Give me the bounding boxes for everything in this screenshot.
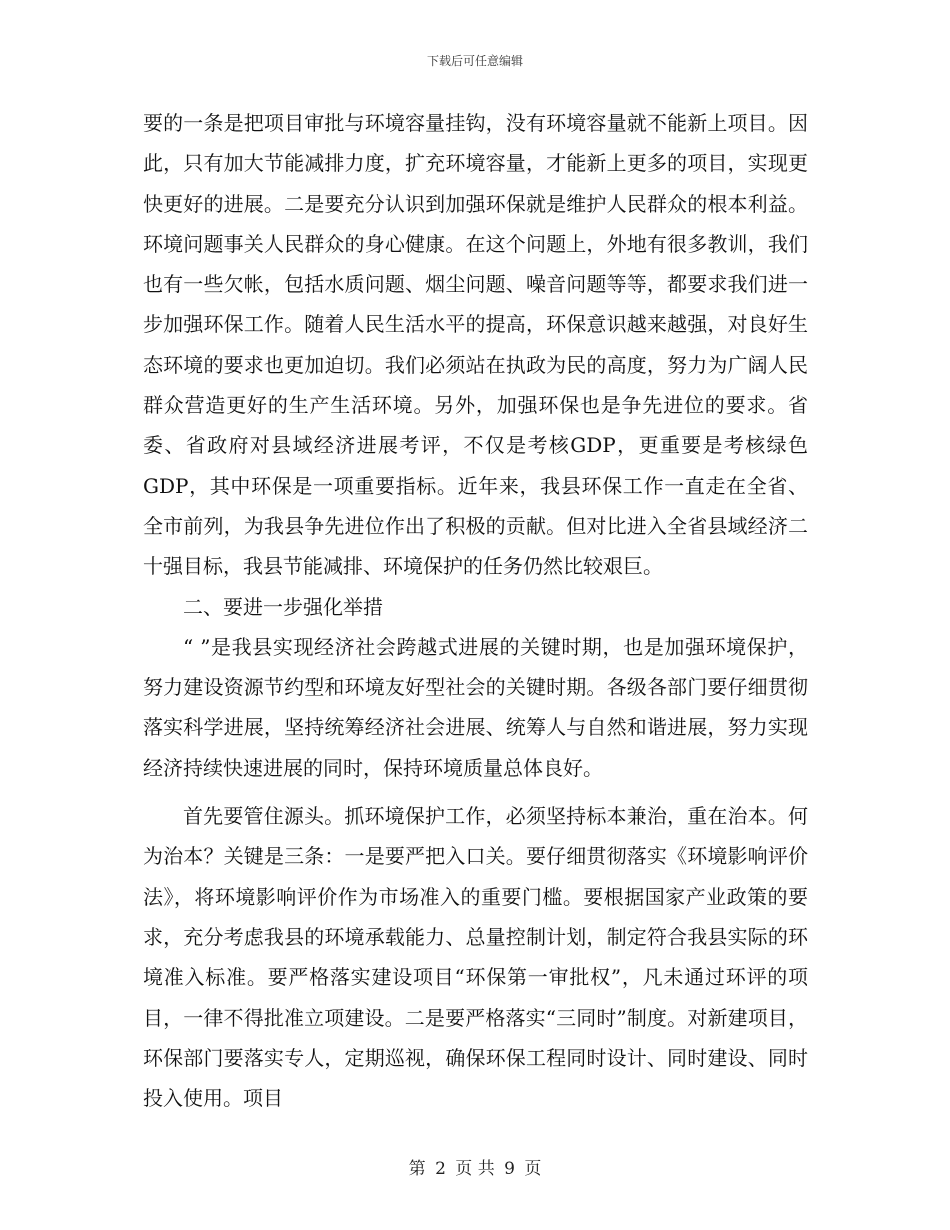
total-page-number: 9	[504, 1159, 515, 1179]
footer-middle: 页 共	[455, 1159, 495, 1179]
section-heading: 二、要进一步强化举措	[183, 594, 383, 619]
paragraph-1: 要的一条是把项目审批与环境容量挂钩，没有环境容量就不能新上项目。因此，只有加大节能减排力度，扩充环境容量，才能新上更多的项目，实现更快更好的进展。二是要充分认识到加强环保就是维护人民群众的根本利益。环境问题事关人民群众的身心健康。在这个问题上，外地有很多教训，我们也有一些欠帐，包括水质问题、烟尘问题、噪音问题等等，都要求我们进一步加强环保工作。随着人民生活水平的提高，环保意识越来越强，对良好生态环境的要求也更加迫切。我们必须站在执政为民的高度，努力为广阔人民群众营造更好的生产生活环境。另外，加强环保也是争先进位的要求。省委、省政府对县域经济进展考评，不仅是考核GDP，更重要是考核绿色GDP，其中环保是一项重要指标。近年来，我县环保工作一直走在全省、全市前列，为我县争先进位作出了积极的贡献。但对比进入全省县域经济二十强目标，我县节能减排、环境保护的任务仍然比较艰巨。	[143, 111, 808, 579]
paragraph-3: 首先要管住源头。抓环境保护工作，必须坚持标本兼治，重在治本。何为治本？关键是三条：一是要严把入口关。要仔细贯彻落实《环境影响评价法》，将环境影响评价作为市场准入的重要门槛。要根据国家产业政策的要求，充分考虑我县的环境承载能力、总量控制计划，制定符合我县实际的环境准入标准。要严格落实建设项目“环保第一审批权”，凡未通过环评的项目，一律不得批准立项建设。二是要严格落实“三同时”制度。对新建项目，环保部门要落实专人，定期巡视，确保环保工程同时设计、同时建设、同时投入使用。项目	[143, 804, 808, 1111]
page-header: 下载后可任意编辑	[426, 54, 523, 68]
footer-suffix: 页	[524, 1159, 542, 1179]
page-footer	[0, 1154, 950, 1179]
footer-prefix: 第	[408, 1159, 426, 1179]
current-page-number: 2	[435, 1159, 446, 1179]
paragraph-2: “ ”是我县实现经济社会跨越式进展的关键时期，也是加强环境保护，努力建设资源节约型和环境友好型社会的关键时期。各级各部门要仔细贯彻落实科学进展，坚持统筹经济社会进展、统筹人与自然和谐进展，努力实现经济持续快速进展的同时，保持环境质量总体良好。	[143, 634, 808, 780]
document-body	[143, 103, 808, 1118]
